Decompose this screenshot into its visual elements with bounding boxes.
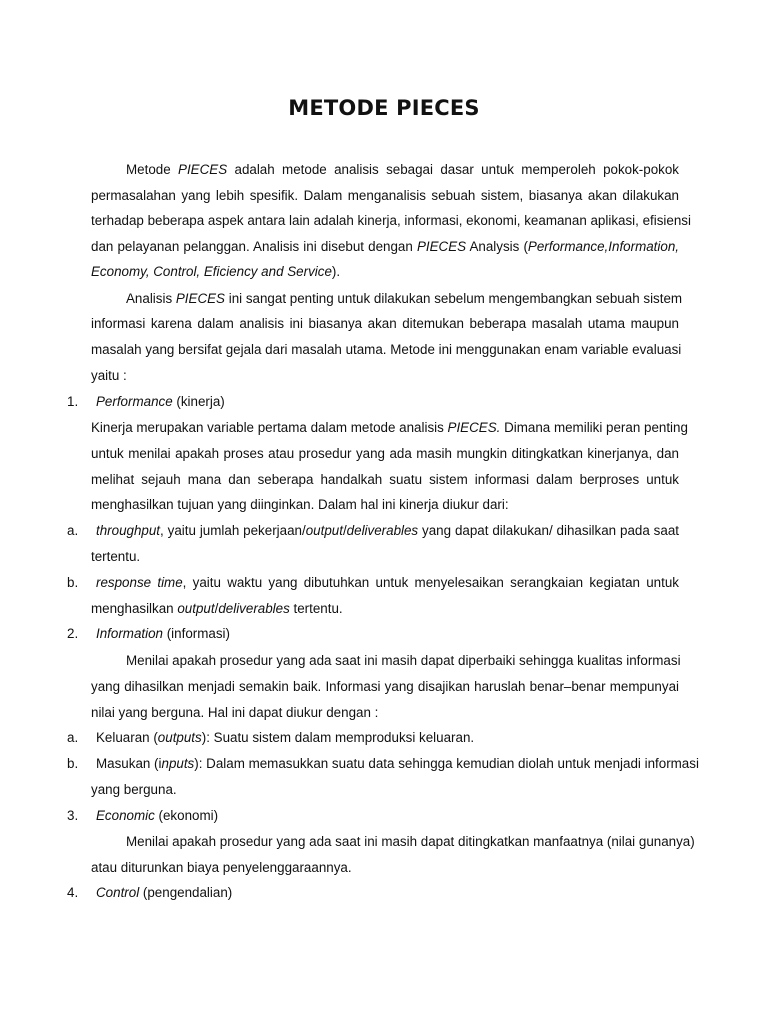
- paragraph-1-line-3: terhadap beberapa aspek antara lain adalah kinerja, informasi, ekonomi, keamanan aplikasi, efisiensi: [91, 213, 691, 228]
- italic-term: output: [177, 601, 215, 616]
- item-3-heading: [96, 806, 684, 826]
- item-2-line-1: Menilai apakah prosedur yang ada saat ini masih dapat diperbaiki sehingga kualitas informasi: [126, 653, 681, 668]
- item-1b-line-2: [91, 599, 679, 619]
- text-run: Analysis (: [466, 239, 528, 254]
- paragraph-1-line-4: [91, 237, 679, 257]
- text-run: /: [342, 523, 347, 538]
- text-run: ): Suatu sistem dalam memproduksi keluaran.: [201, 730, 475, 745]
- paragraph-1-line-2: permasalahan yang lebih spesifik. Dalam menganalisis sebuah sistem, biasanya akan dilakukan: [91, 188, 679, 203]
- paragraph-1-line-1: [126, 160, 679, 180]
- italic-term: nputs: [161, 756, 195, 771]
- italic-term: deliverables: [346, 523, 419, 538]
- item-2a-line-1: [96, 728, 679, 748]
- text-run: (pengendalian): [139, 885, 233, 900]
- list-number-3: 3.: [67, 808, 79, 823]
- item-3-line-1: Menilai apakah prosedur yang ada saat ini masih dapat ditingkatkan manfaatnya (nilai gunanya): [126, 834, 695, 849]
- sub-marker-2a: a.: [67, 730, 79, 745]
- italic-term: PIECES: [178, 162, 228, 177]
- paragraph-2-line-2: informasi karena dalam analisis ini biasanya akan ditemukan beberapa masalah utama maupun: [91, 316, 679, 331]
- text-run: (ekonomi): [154, 808, 219, 823]
- italic-term: deliverables: [218, 601, 290, 616]
- text-run: ).: [331, 264, 341, 279]
- text-run: ini sangat penting untuk dilakukan sebelum mengembangkan sebuah sistem: [225, 291, 683, 306]
- item-1a-line-2: tertentu.: [91, 549, 141, 564]
- paragraph-1-line-5: [91, 262, 679, 282]
- paragraph-2-line-4: yaitu :: [91, 368, 127, 383]
- item-1-line-2: untuk menilai apakah proses atau prosedur yang ada masih mungkin ditingkatkan kinerjanya, dan: [91, 446, 679, 461]
- italic-term: Economy, Control, Eficiency and Service: [91, 264, 332, 279]
- italic-term: Performance: [96, 394, 173, 409]
- item-2b-line-2: yang berguna.: [91, 782, 177, 797]
- list-number-4: 4.: [67, 885, 79, 900]
- text-run: adalah metode analisis sebagai dasar untuk memperoleh pokok-pokok: [227, 162, 679, 177]
- text-run: dan pelayanan pelanggan. Analisis ini disebut dengan: [91, 239, 417, 254]
- italic-term: Information: [96, 626, 163, 641]
- item-1a-line-1: [96, 521, 679, 541]
- italic-term: outputs: [157, 730, 202, 745]
- italic-term: PIECES: [416, 239, 467, 254]
- text-run: Analisis: [126, 291, 176, 306]
- item-3-line-2: atau diturunkan biaya penyelenggaraannya.: [91, 860, 352, 875]
- text-run: Masukan (i: [96, 756, 162, 771]
- text-run: yang dapat dilakukan/ dihasilkan pada saat: [418, 523, 679, 538]
- item-2-heading: [96, 624, 684, 644]
- paragraph-2-line-3: masalah yang bersifat gejala dari masalah utama. Metode ini menggunakan enam variable evaluasi: [91, 342, 682, 357]
- text-run: (informasi): [163, 626, 230, 641]
- text-run: Keluaran (: [96, 730, 158, 745]
- item-1-line-4: menghasilkan tujuan yang diinginkan. Dalam hal ini kinerja diukur dari:: [91, 497, 509, 512]
- text-run: menghasilkan: [91, 601, 178, 616]
- text-run: (kinerja): [172, 394, 225, 409]
- italic-term: PIECES.: [447, 420, 501, 435]
- list-number-2: 2.: [67, 626, 79, 641]
- text-run: tertentu.: [289, 601, 343, 616]
- item-1-line-3: melihat sejauh mana dan seberapa handalkah suatu sistem informasi dalam berproses untuk: [91, 472, 679, 487]
- item-1-heading: [96, 392, 684, 412]
- text-run: ): Dalam memasukkan suatu data sehingga kemudian diolah untuk menjadi informasi: [194, 756, 699, 771]
- item-1-line-1: [91, 418, 688, 438]
- text-run: , yaitu jumlah pekerjaan/: [160, 523, 306, 538]
- sub-marker-1a: a.: [67, 523, 79, 538]
- italic-term: throughput: [96, 523, 161, 538]
- sub-marker-2b: b.: [67, 756, 79, 771]
- text-run: , yaitu waktu yang dibutuhkan untuk menyelesaikan serangkaian kegiatan untuk: [182, 575, 679, 590]
- item-2-line-2: yang dihasilkan menjadi semakin baik. Informasi yang disajikan haruslah benar–benar mempunyai: [91, 679, 679, 694]
- text-run: Kinerja merupakan variable pertama dalam metode analisis: [91, 420, 448, 435]
- italic-term: output: [305, 523, 343, 538]
- italic-term: response time: [96, 575, 183, 590]
- sub-marker-1b: b.: [67, 575, 79, 590]
- text-run: /: [214, 601, 219, 616]
- item-2-line-3: nilai yang berguna. Hal ini dapat diukur dengan :: [91, 705, 379, 720]
- italic-term: Performance,Information,: [527, 239, 679, 254]
- list-number-1: 1.: [67, 394, 79, 409]
- item-4-heading: [96, 883, 684, 903]
- text-run: Metode: [126, 162, 179, 177]
- page-title: METODE PIECES: [288, 96, 480, 120]
- italic-term: PIECES: [175, 291, 225, 306]
- italic-term: Control: [96, 885, 140, 900]
- item-2b-line-1: [96, 754, 699, 774]
- paragraph-2-line-1: [126, 289, 683, 309]
- item-1b-line-1: [96, 573, 679, 593]
- text-run: Dimana memiliki peran penting: [500, 420, 688, 435]
- italic-term: Economic: [96, 808, 155, 823]
